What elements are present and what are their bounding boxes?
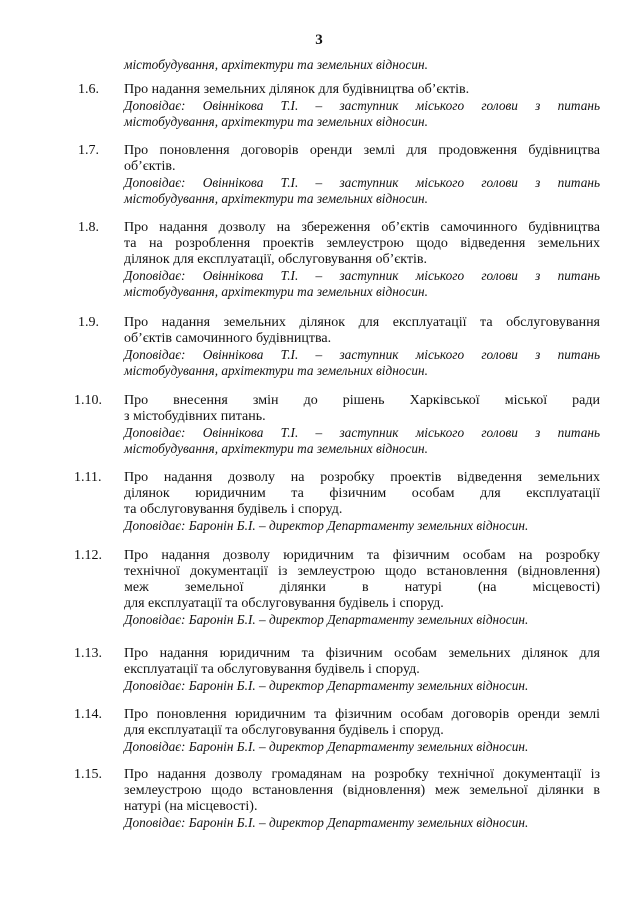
reporter-line: Доповідає: Баронін Б.І. – директор Департаменту земельних відносин. bbox=[124, 678, 529, 693]
title-line: землеустрою щодо встановлення (відновлення) меж земельної ділянки в bbox=[124, 783, 600, 798]
item-number: 1.15. bbox=[74, 767, 102, 782]
title-line: Про надання дозволу юридичним та фізичним особам на розробку bbox=[124, 548, 600, 563]
item-title bbox=[124, 548, 600, 612]
reporter-line: Доповідає: Овіннікова Т.І. – заступник міського голови з питань bbox=[124, 98, 600, 113]
continuation-line: містобудування, архітектури та земельних відносин. bbox=[124, 57, 428, 72]
item-content bbox=[124, 548, 600, 628]
item-content bbox=[124, 220, 600, 300]
item-content bbox=[124, 707, 600, 755]
title-line: Про внесення змін до рішень Харківської міської ради bbox=[124, 393, 600, 408]
item-content bbox=[124, 393, 600, 457]
item-reporter bbox=[124, 739, 600, 755]
item-title bbox=[124, 646, 600, 678]
reporter-line: містобудування, архітектури та земельних відносин. bbox=[124, 191, 428, 206]
reporter-line: містобудування, архітектури та земельних відносин. bbox=[124, 441, 428, 456]
title-line: експлуатації та обслуговування будівель і споруд. bbox=[124, 662, 420, 677]
title-line: Про надання дозволу на розробку проектів відведення земельних bbox=[124, 470, 600, 485]
title-line: для експлуатації та обслуговування будівель і споруд. bbox=[124, 723, 444, 738]
reporter-line: Доповідає: Баронін Б.І. – директор Департаменту земельних відносин. bbox=[124, 612, 529, 627]
title-line: Про надання земельних ділянок для експлуатації та обслуговування bbox=[124, 315, 600, 330]
reporter-line: Доповідає: Баронін Б.І. – директор Департаменту земельних відносин. bbox=[124, 518, 529, 533]
item-number: 1.8. bbox=[78, 220, 99, 235]
item-reporter bbox=[124, 268, 600, 300]
item-title bbox=[124, 707, 600, 739]
title-line: та обслуговування будівель і споруд. bbox=[124, 502, 343, 517]
reporter-line: Доповідає: Овіннікова Т.І. – заступник міського голови з питань bbox=[124, 425, 600, 440]
item-title bbox=[124, 315, 600, 347]
title-line: Про надання юридичним та фізичним особам земельних ділянок для bbox=[124, 646, 600, 661]
item-number: 1.11. bbox=[74, 470, 102, 485]
item-content bbox=[124, 82, 600, 130]
item-title bbox=[124, 470, 600, 518]
item-reporter bbox=[124, 612, 600, 628]
reporter-line: Доповідає: Баронін Б.І. – директор Департаменту земельних відносин. bbox=[124, 739, 529, 754]
reporter-line: містобудування, архітектури та земельних відносин. bbox=[124, 114, 428, 129]
item-content bbox=[124, 767, 600, 831]
item-reporter bbox=[124, 815, 600, 831]
title-line: технічної документації із землеустрою щодо встановлення (відновлення) bbox=[124, 564, 600, 579]
item-title bbox=[124, 767, 600, 815]
title-line: ділянок для експлуатації, обслуговування об’єктів. bbox=[124, 252, 428, 267]
reporter-line: містобудування, архітектури та земельних відносин. bbox=[124, 363, 428, 378]
reporter-line: Доповідає: Овіннікова Т.І. – заступник міського голови з питань bbox=[124, 268, 600, 283]
title-line: Про поновлення юридичним та фізичним особам договорів оренди землі bbox=[124, 707, 600, 722]
item-number: 1.9. bbox=[78, 315, 99, 330]
item-reporter bbox=[124, 98, 600, 130]
item-number: 1.14. bbox=[74, 707, 102, 722]
item-content bbox=[124, 646, 600, 694]
title-line: Про надання дозволу громадянам на розробку технічної документації із bbox=[124, 767, 600, 782]
item-number: 1.6. bbox=[78, 82, 99, 97]
title-line: Про надання дозволу на збереження об’єктів самочинного будівництва bbox=[124, 220, 600, 235]
title-line: з містобудівних питань. bbox=[124, 409, 266, 424]
item-number: 1.10. bbox=[74, 393, 102, 408]
item-number: 1.7. bbox=[78, 143, 99, 158]
title-line: об’єктів. bbox=[124, 159, 176, 174]
reporter-line: містобудування, архітектури та земельних відносин. bbox=[124, 284, 428, 299]
item-title bbox=[124, 82, 600, 98]
item-title bbox=[124, 143, 600, 175]
item-reporter bbox=[124, 347, 600, 379]
title-line: меж земельної ділянки в натурі (на місцевості) bbox=[124, 580, 600, 595]
title-line: натурі (на місцевості). bbox=[124, 799, 258, 814]
item-number: 1.13. bbox=[74, 646, 102, 661]
title-line: Про надання земельних ділянок для будівництва об’єктів. bbox=[124, 82, 470, 97]
item-content bbox=[124, 315, 600, 379]
item-title bbox=[124, 393, 600, 425]
item-reporter bbox=[124, 425, 600, 457]
title-line: об’єктів самочинного будівництва. bbox=[124, 331, 332, 346]
item-reporter bbox=[124, 518, 600, 534]
reporter-line: Доповідає: Овіннікова Т.І. – заступник міського голови з питань bbox=[124, 175, 600, 190]
item-reporter bbox=[124, 175, 600, 207]
item-number: 1.12. bbox=[74, 548, 102, 563]
title-line: та на розроблення проектів землеустрою щодо відведення земельних bbox=[124, 236, 600, 251]
title-line: Про поновлення договорів оренди землі для продовження будівництва bbox=[124, 143, 600, 158]
item-content bbox=[124, 143, 600, 207]
item-reporter bbox=[124, 678, 600, 694]
reporter-line: Доповідає: Баронін Б.І. – директор Департаменту земельних відносин. bbox=[124, 815, 529, 830]
reporter-line: Доповідає: Овіннікова Т.І. – заступник міського голови з питань bbox=[124, 347, 600, 362]
item-content bbox=[124, 470, 600, 534]
title-line: ділянок юридичним та фізичним особам для експлуатації bbox=[124, 486, 600, 501]
title-line: для експлуатації та обслуговування будівель і споруд. bbox=[124, 596, 444, 611]
item-title bbox=[124, 220, 600, 268]
page-number: 3 bbox=[315, 32, 323, 48]
